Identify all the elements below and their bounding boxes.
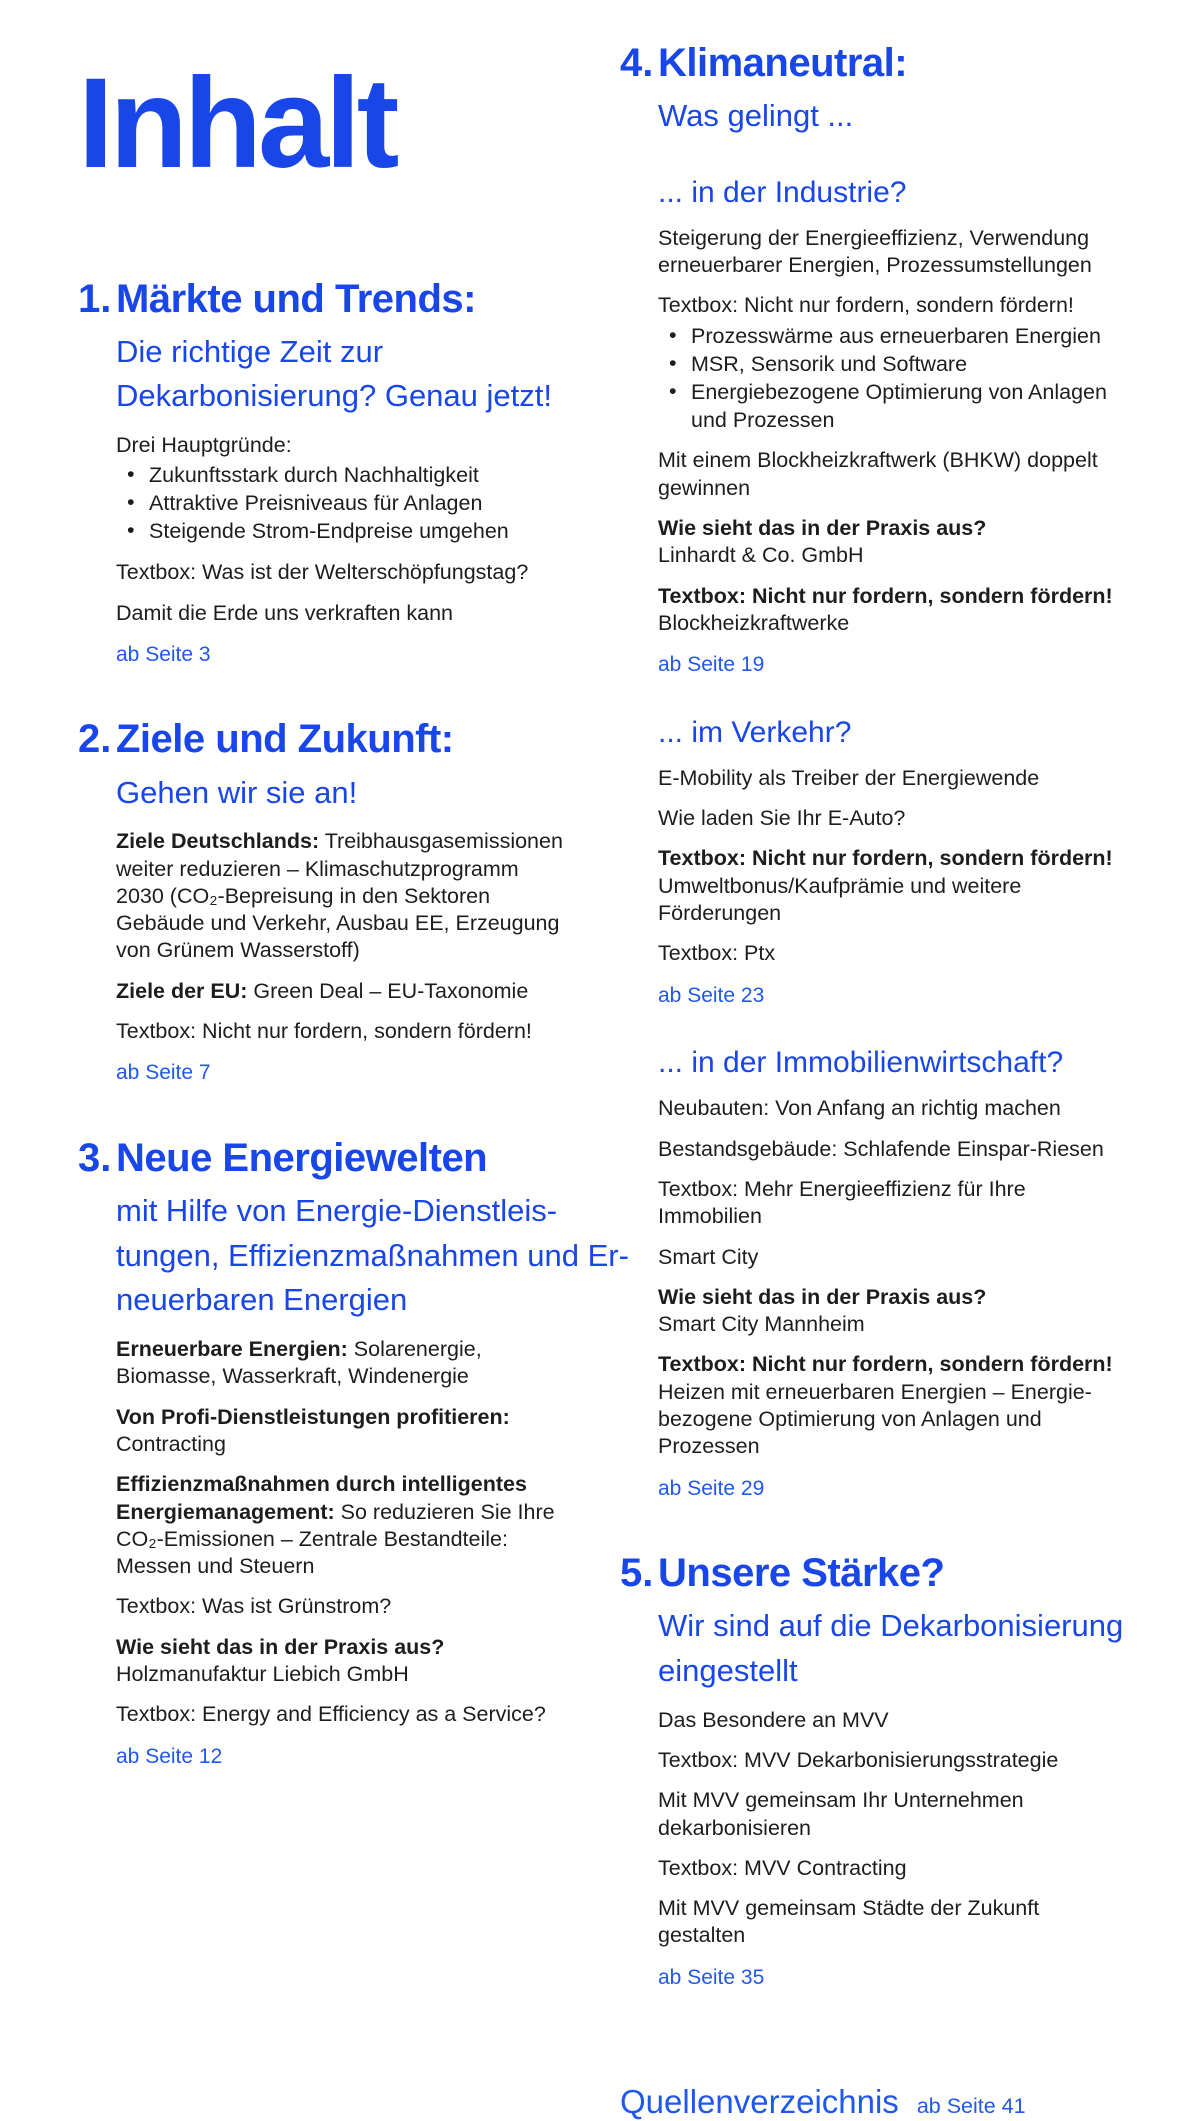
toc-section-3 <box>78 1135 629 1770</box>
section-subtitle <box>658 1604 1124 1693</box>
sources-row <box>620 2083 1120 2121</box>
toc-entry: Textbox: MVV Contracting <box>658 1855 907 1880</box>
entry-label: Textbox: Nicht nur fordern, sondern fördern! <box>658 1352 1113 1377</box>
section-subtitle-line: eingestellt <box>658 1653 798 1689</box>
subsection-heading: ... im Verkehr? <box>658 715 852 749</box>
section-subtitle-line: neuerbaren Energien <box>116 1282 408 1318</box>
sources-link[interactable]: Quellenverzeichnis <box>620 2083 899 2121</box>
section-heading <box>78 716 570 763</box>
entry-detail: Umweltbonus/Kaufprämie und weitere Förderungen <box>658 873 1022 926</box>
entry-detail: Heizen mit erneuerbaren Energien – Energie-bezogene Optimierung von Anlagen und Prozessen <box>658 1379 1092 1459</box>
section-title: Märkte und Trends: <box>116 276 476 321</box>
bullet-item: • MSR, Sensorik und Software <box>658 351 1120 379</box>
section-body <box>116 771 570 1087</box>
section-heading <box>620 40 1120 87</box>
entry-label: Von Profi-Dienstleistungen profitieren: <box>116 1404 510 1429</box>
toc-entry: Mit MVV gemeinsam Städte der Zukunft gestalten <box>658 1896 1040 1948</box>
entry-detail: Solarenergie, Biomasse, Wasserkraft, Windenergie <box>116 1337 482 1389</box>
bullet-item: • Steigende Strom-Endpreise umgehen <box>116 518 570 546</box>
section-subtitle-line: Gehen wir sie an! <box>116 774 358 810</box>
toc-entry <box>116 1336 570 1391</box>
section-subtitle <box>116 330 570 419</box>
toc-entry <box>658 1351 1120 1460</box>
section-subtitle-line: tungen, Effizienzmaßnahmen und Er- <box>116 1237 629 1273</box>
toc-entry <box>116 1634 570 1689</box>
toc-entry <box>658 1284 1120 1339</box>
page-ref-link[interactable]: ab Seite 7 <box>116 1061 211 1085</box>
section-subtitle-line: Dekarbonisierung? Genau jetzt! <box>116 378 552 414</box>
section-number: 2. <box>78 717 112 762</box>
section-body <box>658 94 1120 1502</box>
entry-label: Textbox: Nicht nur fordern, sondern fördern! <box>658 583 1113 608</box>
entry-detail: So reduzieren Sie Ihre CO₂-Emissionen – Zentrale Bestandteile: Messen und Steuern <box>116 1499 555 1579</box>
page-ref-link[interactable]: ab Seite 29 <box>658 1476 765 1500</box>
toc-entry: Smart City <box>658 1244 759 1269</box>
toc-entry: Textbox: Energy and Efficiency as a Service? <box>116 1702 546 1727</box>
toc-entry <box>116 828 570 964</box>
section-body <box>116 330 570 669</box>
page-ref-link[interactable]: ab Seite 35 <box>658 1965 765 1989</box>
bullet-item: • Prozesswärme aus erneuerbaren Energien <box>658 323 1120 351</box>
toc-entry <box>658 845 1120 927</box>
toc-entry: Neubauten: Von Anfang an richtig machen <box>658 1096 1061 1121</box>
section-subtitle <box>116 771 570 816</box>
toc-entry: Textbox: Was ist Grünstrom? <box>116 1594 392 1619</box>
toc-entry: Damit die Erde uns verkraften kann <box>116 600 453 625</box>
toc-entry: Textbox: Mehr Energieeffizienz für Ihre Immobilien <box>658 1176 1026 1229</box>
page-ref-link[interactable]: ab Seite 19 <box>658 653 765 677</box>
entry-detail: Contracting <box>116 1431 226 1456</box>
section-number: 4. <box>620 41 654 85</box>
toc-entry: Textbox: Was ist der Welterschöpfungstag? <box>116 560 529 585</box>
entry-label: Erneuerbare Energien: <box>116 1337 348 1362</box>
section-body <box>658 1604 1124 1991</box>
toc-entry: Textbox: MVV Dekarbonisierungsstrategie <box>658 1747 1059 1772</box>
entry-label: Wie sieht das in der Praxis aus? <box>658 516 987 541</box>
entry-label: Wie sieht das in der Praxis aus? <box>116 1634 445 1659</box>
entry-detail: Treibhausgasemissionen weiter reduzieren – Klimaschutzprogramm 2030 (CO₂-Bepreisung in den Sektoren Gebäude und Verkehr, Ausbau EE, Erzeugung von Grünem Wasserstoff) <box>116 829 563 963</box>
toc-entry: Mit einem Blockheizkraftwerk (BHKW) doppelt gewinnen <box>658 448 1098 500</box>
toc-entry <box>116 978 570 1005</box>
section-subtitle-line: Was gelingt ... <box>658 98 854 134</box>
entry-label: Wie sieht das in der Praxis aus? <box>658 1284 987 1309</box>
section-number: 1. <box>78 276 112 321</box>
entry-detail: Linhardt & Co. GmbH <box>658 543 864 568</box>
section-subtitle-line: mit Hilfe von Energie-Dienstleis- <box>116 1193 558 1229</box>
section-title: Ziele und Zukunft: <box>116 717 454 762</box>
page-ref-link[interactable]: ab Seite 3 <box>116 642 211 666</box>
bullet-item: • Attraktive Preisniveaus für Anlagen <box>116 490 570 518</box>
bullet-list <box>116 462 570 546</box>
section-number: 5. <box>620 1551 654 1596</box>
toc-section-2 <box>78 716 570 1087</box>
toc-entry <box>116 1404 570 1459</box>
toc-section-1 <box>78 276 570 669</box>
subsection-heading: ... in der Immobilienwirtschaft? <box>658 1046 1064 1080</box>
entry-label: Ziele Deutschlands: <box>116 829 320 854</box>
toc-section-4 <box>620 40 1120 1502</box>
section-subtitle <box>658 94 1120 139</box>
toc-entry: Mit MVV gemeinsam Ihr Unternehmen dekarbonisieren <box>658 1788 1024 1840</box>
toc-entry: Drei Hauptgründe: <box>116 433 292 458</box>
section-subtitle <box>116 1189 629 1323</box>
toc-entry: Steigerung der Energieeffizienz, Verwendung erneuerbarer Energien, Prozessumstellungen <box>658 225 1092 278</box>
toc-entry <box>658 583 1120 638</box>
section-number: 3. <box>78 1136 112 1181</box>
toc-entry <box>116 1471 570 1580</box>
toc-entry <box>658 515 1120 570</box>
entry-detail: Green Deal – EU-Taxonomie <box>253 978 529 1003</box>
page-title: Inhalt <box>78 52 396 195</box>
section-subtitle-line: Die richtige Zeit zur <box>116 333 384 369</box>
section-title: Unsere Stärke? <box>658 1551 945 1596</box>
toc-entry: Textbox: Nicht nur fordern, sondern fördern! <box>658 293 1074 318</box>
toc-section-5 <box>620 1550 1124 1991</box>
bullet-list <box>658 323 1120 435</box>
column-right <box>620 0 1124 2121</box>
toc-entry: Wie laden Sie Ihr E-Auto? <box>658 806 906 831</box>
page-ref-link[interactable]: ab Seite 12 <box>116 1744 223 1768</box>
section-title: Klimaneutral: <box>658 41 908 85</box>
entry-detail: Smart City Mannheim <box>658 1312 865 1337</box>
sources-page-ref[interactable]: ab Seite 41 <box>916 2094 1026 2119</box>
toc-entry: Textbox: Ptx <box>658 941 776 966</box>
entry-label: Effizienzmaßnahmen durch intelligentes Energiemanagement: <box>116 1472 527 1524</box>
bullet-item: • Zukunftsstark durch Nachhaltigkeit <box>116 462 570 490</box>
bullet-item: • Energiebezogene Optimierung von Anlagen und Prozessen <box>658 379 1120 435</box>
entry-detail: Holzmanufaktur Liebich GmbH <box>116 1662 409 1687</box>
entry-detail: Blockheizkraftwerke <box>658 610 850 635</box>
entry-label: Ziele der EU: <box>116 978 248 1003</box>
section-title: Neue Energiewelten <box>116 1136 488 1181</box>
toc-entry: Textbox: Nicht nur fordern, sondern fördern! <box>116 1019 532 1044</box>
toc-entry: E-Mobility als Treiber der Energiewende <box>658 765 1040 790</box>
column-left <box>78 0 629 1818</box>
section-body <box>116 1189 629 1770</box>
section-heading <box>78 276 570 323</box>
section-heading <box>78 1135 570 1182</box>
toc-entry: Das Besondere an MVV <box>658 1707 889 1732</box>
section-heading <box>620 1550 1120 1597</box>
toc-entry: Bestandsgebäude: Schlafende Einspar-Riesen <box>658 1136 1104 1161</box>
entry-label: Textbox: Nicht nur fordern, sondern fördern! <box>658 846 1113 871</box>
page-ref-link[interactable]: ab Seite 23 <box>658 983 765 1007</box>
section-subtitle-line: Wir sind auf die Dekarbonisierung <box>658 1608 1124 1644</box>
subsection-heading: ... in der Industrie? <box>658 175 907 209</box>
